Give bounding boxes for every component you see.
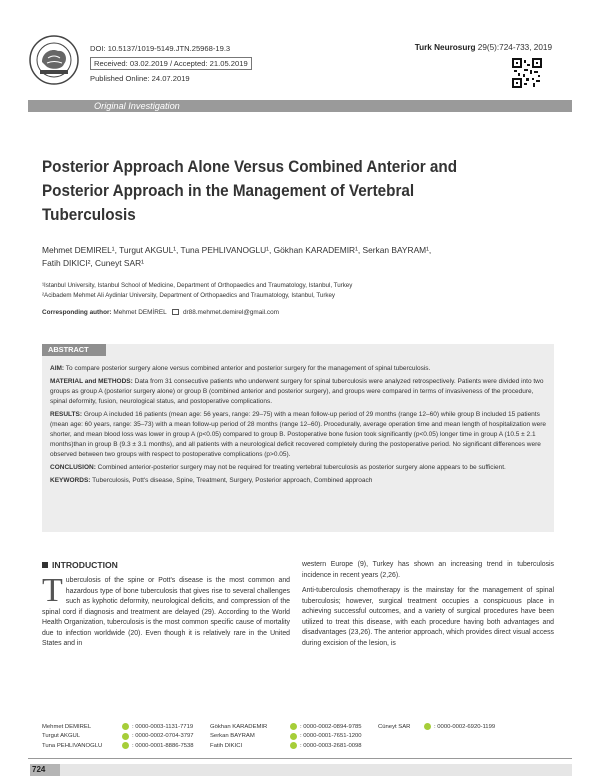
- aim-label: AIM:: [50, 365, 65, 372]
- orcid-id[interactable]: : 0000-0001-7651-1200: [300, 733, 362, 740]
- keywords-label: KEYWORDS:: [50, 477, 91, 484]
- conclusion-label: CONCLUSION:: [50, 464, 96, 471]
- results-text: Group A included 16 patients (mean age: 56 years, range: 29–75) with a mean follow-up period of 29 months (range 12–60) while group B included 15 patients (mean age: 60 years, range: 35–73) with a mean follow-up period of 28 months (range 12–60). Procedurally, average operation time and mean length of hospitalization were shorter, and mean blood loss was lower in group A (p<0.05) compared to group B. Postoperative bone fusion took significantly (p<0.05) longer time in group A (10.5 ± 2.1 months)than in group B (9.3 ± 3.1 months), and all patients with a neurological deficit recovered completely during the postoperative period. No significant differences were observed between two groups with respect to postoperative complications (p>0.05).: [50, 411, 546, 458]
- orcid-name: Turgut AKGUL: [42, 733, 81, 740]
- orcid-icon: [290, 733, 297, 740]
- orcid-id[interactable]: : 0000-0002-6920-1199: [434, 723, 496, 730]
- page-number: 724: [30, 764, 60, 776]
- received-accepted: Received: 03.02.2019 / Accepted: 21.05.2019: [90, 57, 252, 70]
- intro-left-column: [42, 572, 290, 650]
- orcid-icon: [290, 742, 297, 749]
- orcid-list: [42, 722, 554, 751]
- drop-cap: T: [42, 572, 63, 609]
- footer-strip: [60, 764, 572, 776]
- heading-square-icon: [42, 562, 48, 568]
- introduction-heading: [42, 560, 118, 570]
- orcid-name: Cüneyt SAR: [378, 723, 411, 730]
- email-icon: [172, 309, 179, 315]
- orcid-row: [42, 732, 554, 742]
- footer-divider: [28, 758, 572, 759]
- journal-reference: [415, 43, 552, 52]
- article-title: Posterior Approach Alone Versus Combined Anterior and Posterior Approach in the Management of Vertebral Tuberculosis: [42, 158, 458, 224]
- affiliation-1: ¹Istanbul University, Istanbul School of Medicine, Department of Orthopaedics and Traumatology, Istanbul, Turkey: [42, 282, 353, 289]
- abstract-methods: [50, 377, 546, 407]
- orcid-entry: [42, 723, 210, 730]
- orcid-id[interactable]: : 0000-0003-1131-7719: [132, 723, 194, 730]
- abstract-results: [50, 410, 546, 460]
- abstract-aim: [50, 364, 546, 374]
- orcid-entry: [210, 742, 378, 749]
- orcid-entry: [42, 742, 210, 749]
- orcid-row: [42, 722, 554, 732]
- abstract-conclusion: [50, 463, 546, 473]
- orcid-icon: [122, 733, 129, 740]
- article-meta: [90, 43, 252, 84]
- results-label: RESULTS:: [50, 411, 83, 418]
- authors-line-2: Fatih DIKICI², Cuneyt SAR¹: [42, 258, 144, 268]
- intro-right-paragraph-1: western Europe (9), Turkey has shown an increasing trend in tuberculosis incidence in recent years (2,26).: [302, 561, 554, 579]
- corresponding-label: Corresponding author:: [42, 309, 112, 316]
- journal-name: Turk Neurosurg: [414, 43, 476, 52]
- intro-right-paragraph-2: Anti-tuberculosis chemotherapy is the mainstay for the management of spinal tuberculosis; however, surgical treatment occupies a conspicuous place in achieving successful outcomes, and a variety of surgical procedures have been utilized to treat this disease, with each procedure having both advantages and disadvantages (23,26). The anterior approach, which provides direct visual access during excision of the lesion, is: [302, 587, 554, 647]
- orcid-entry: [210, 723, 378, 730]
- orcid-name: Gökhan KARADEMIR: [210, 723, 268, 730]
- journal-seal-icon: [28, 34, 80, 86]
- orcid-icon: [122, 742, 129, 749]
- orcid-id[interactable]: : 0000-0002-0894-9785: [300, 723, 362, 730]
- corresponding-name: Mehmet DEMİREL: [113, 309, 167, 316]
- methods-text: Data from 31 consecutive patients who underwent surgery for spinal tuberculosis were analyzed retrospectively. Patients were divided into two groups as group A (posterior surgery alone) or group B (combined anterior and posterior surgery), and groups were compared in terms of invasiveness of the procedure, spinal deformity, fusion, neurological status, and postoperative complications.: [50, 378, 544, 405]
- orcid-name: Mehmet DEMIREL: [42, 723, 92, 730]
- orcid-name: Fatih DIKICI: [210, 742, 243, 749]
- qr-code-icon: [512, 58, 542, 88]
- corresponding-author: [42, 309, 279, 316]
- corresponding-email[interactable]: dr88.mehmet.demirel@gmail.com: [182, 309, 279, 316]
- orcid-row: [42, 741, 554, 751]
- orcid-icon: [122, 723, 129, 730]
- section-label: Original Investigation: [94, 101, 180, 111]
- abstract-text: [50, 364, 546, 489]
- orcid-name: Tuna PEHLIVANOGLU: [42, 742, 103, 749]
- doi[interactable]: DOI: 10.5137/1019-5149.JTN.25968-19.3: [90, 44, 231, 53]
- orcid-entry: [42, 733, 210, 740]
- intro-right-column: [302, 560, 554, 654]
- intro-left-text: uberculosis of the spine or Pott's disease is the most common and hazardous type of bone tuberculosis that gives rise to several challenges such as kyphotic deformity, neurological deficits, and compression of the spinal cord if diagnosis and treatment are delayed (29). According to the World Health Organization, tuberculosis is the most common specific cause of mortality due to infection worldwide (20). Even though it is relatively rare in the United States and in: [42, 577, 290, 647]
- orcid-id[interactable]: : 0000-0002-0704-3797: [132, 733, 194, 740]
- orcid-id[interactable]: : 0000-0001-8886-7538: [132, 742, 194, 749]
- journal-volume: 29(5):724-733, 2019: [477, 43, 552, 52]
- keywords-text: Tuberculosis, Pott's disease, Spine, Treatment, Surgery, Posterior approach, Combined approach: [92, 477, 373, 484]
- orcid-entry: [378, 723, 512, 730]
- orcid-entry: [210, 733, 378, 740]
- orcid-id[interactable]: : 0000-0003-2681-0098: [300, 742, 362, 749]
- aim-text: To compare posterior surgery alone versus combined anterior and posterior surgery for the management of spinal tuberculosis.: [65, 365, 431, 372]
- section-label-bar: [28, 100, 572, 112]
- authors: [42, 244, 562, 270]
- abstract-keywords: [50, 476, 546, 486]
- orcid-icon: [424, 723, 431, 730]
- abstract-tag: ABSTRACT: [42, 344, 106, 356]
- affiliation-2: ²Acibadem Mehmet Ali Aydinlar University, Department of Orthopaedics and Traumatology, Istanbul, Turkey: [42, 292, 336, 299]
- published-online: Published Online: 24.07.2019: [90, 74, 190, 83]
- orcid-name: Serkan BAYRAM: [210, 733, 255, 740]
- orcid-icon: [290, 723, 297, 730]
- authors-line-1: Mehmet DEMIREL¹, Turgut AKGUL¹, Tuna PEHLIVANOGLU¹, Gökhan KARADEMIR¹, Serkan BAYRAM¹,: [42, 245, 432, 255]
- affiliations: [42, 281, 352, 301]
- conclusion-text: Combined anterior-posterior surgery may not be required for treating vertebral tuberculosis as posterior surgery alone appears to be sufficient.: [97, 464, 506, 471]
- introduction-heading-text: INTRODUCTION: [52, 560, 118, 570]
- methods-label: MATERIAL and METHODS:: [50, 378, 133, 385]
